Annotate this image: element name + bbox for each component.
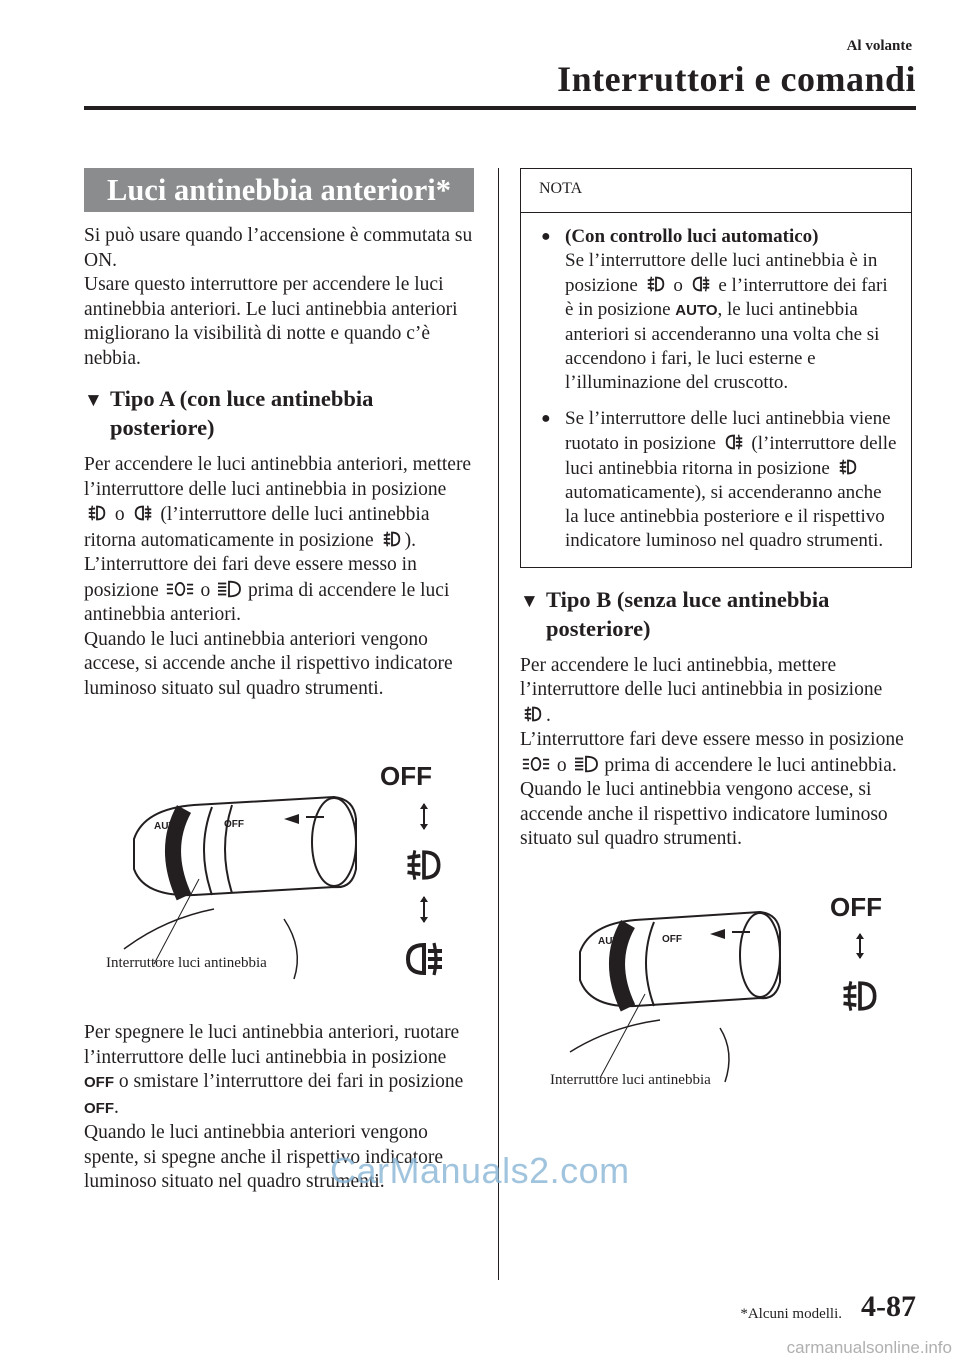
intro-paragraph <box>84 224 474 371</box>
figure-caption: Interruttore luci antinebbia <box>550 1071 711 1088</box>
front-fog-icon <box>408 850 439 879</box>
bullet-icon: ● <box>541 227 551 245</box>
note-item <box>533 225 897 395</box>
tipo-a-paragraph-2 <box>84 553 474 628</box>
right-column <box>520 168 912 1102</box>
footer-note: *Alcuni modelli. <box>740 1306 842 1322</box>
tipo-a-text: o <box>200 579 211 601</box>
note-item <box>533 407 897 553</box>
tipo-a-paragraph-1 <box>84 453 474 553</box>
intro-text-2: Usare questo interruttore per accendere le luci antinebbia anteriori. Le luci antinebbia anteriori migliorano la visibilità di notte e quando c’è nebbia. <box>84 274 458 369</box>
tipo-a-text: (l’interruttore delle luci antinebbia ritorna automaticamente in posizione <box>84 504 430 551</box>
front-fog-icon <box>522 703 544 725</box>
parking-light-icon <box>522 753 550 775</box>
header-section: Al volante <box>846 38 912 54</box>
tipo-a-text: Per accendere le luci antinebbia anteriori, mettere l’interruttore delle luci antinebbia in posizione <box>84 454 472 500</box>
off-text: . <box>114 1096 119 1118</box>
header-rule <box>84 106 916 110</box>
headlight-icon <box>217 578 241 600</box>
off-tag: OFF <box>84 1099 114 1117</box>
tipo-b-text: o <box>556 754 567 776</box>
rear-fog-icon <box>408 943 442 975</box>
bullet-icon: ● <box>541 409 551 427</box>
figure-off-label: OFF <box>380 761 432 791</box>
switch-auto-label: AUTO <box>154 821 183 832</box>
note-body <box>521 213 911 567</box>
tipo-b-paragraph-1 <box>520 654 912 729</box>
tipo-a-heading <box>84 385 474 441</box>
off-paragraph <box>84 1021 474 1121</box>
note-text: o <box>673 274 683 296</box>
auto-tag: AUTO <box>675 301 718 319</box>
note-box <box>520 168 912 568</box>
rear-fog-icon <box>723 431 745 453</box>
column-divider <box>498 168 499 1280</box>
figure-caption: Interruttore luci antinebbia <box>106 955 267 971</box>
tipo-a-text: prima di accendere le luci antinebbia anteriori. <box>84 579 450 625</box>
front-fog-icon <box>837 456 859 478</box>
page-title: Interruttori e comandi <box>557 59 916 99</box>
switch-off-label: OFF <box>662 933 682 945</box>
tipo-a-text: L’interruttore dei fari deve essere messo in posizione <box>84 554 417 601</box>
tipo-b-heading-text: Tipo B (senza luce antinebbia posteriore) <box>546 586 830 641</box>
off-tag: OFF <box>84 1074 114 1091</box>
front-fog-icon <box>645 273 667 295</box>
watermark-logo: CarManuals2.com <box>330 1150 630 1191</box>
tipo-a-heading-text: Tipo A (con luce antinebbia posteriore) <box>110 386 374 440</box>
intro-text-1: Si può usare quando l’accensione è commutata su ON. <box>84 225 473 271</box>
page-number: 4-87 <box>861 1290 916 1323</box>
off-paragraph-2: Quando le luci antinebbia anteriori vengono spente, si spegne anche il rispettivo indicatore luminoso situato nel quadro strumenti. <box>84 1122 444 1192</box>
tipo-a-paragraph-3: Quando le luci antinebbia anteriori vengono accese, si accende anche il rispettivo indicatore luminoso situato sul quadro strumenti. <box>84 628 453 699</box>
note-text: , le luci antinebbia anteriori si accenderanno una volta che si accendono i fari, le luci esterne e l’illuminazione del cruscotto. <box>565 298 880 393</box>
note-text: (l’interruttore delle luci antinebbia ritorna in posizione <box>565 432 897 479</box>
tipo-b-text: L’interruttore fari deve essere messo in posizione <box>520 729 904 750</box>
section-banner: Luci antinebbia anteriori* <box>84 168 474 212</box>
tipo-b-text: prima di accendere le luci antinebbia. <box>604 754 897 776</box>
note-text: automaticamente), si accenderanno anche la luce antinebbia posteriore e il rispettivo indicatore luminoso nel quadro strumenti. <box>565 481 885 551</box>
left-column <box>84 168 474 1195</box>
triangle-icon: ▼ <box>520 590 539 612</box>
switch-auto-label: AUTO <box>598 935 627 947</box>
watermark-url: carmanualsonline.info <box>786 1338 952 1357</box>
switch-off-label: OFF <box>224 819 244 830</box>
off-text: o smistare l’interruttore dei fari in posizione <box>118 1071 464 1092</box>
front-fog-icon <box>86 502 108 524</box>
tipo-a-text: ). <box>404 529 416 551</box>
tipo-b-text: . <box>546 704 551 726</box>
rear-fog-icon <box>690 273 712 295</box>
front-fog-icon <box>844 981 875 1010</box>
off-text: Per spegnere le luci antinebbia anteriori, ruotare l’interruttore delle luci antinebbia in posizione <box>84 1022 460 1068</box>
tipo-b-heading <box>520 586 912 642</box>
headlight-icon <box>574 753 598 775</box>
tipo-a-text: o <box>114 504 125 525</box>
note-text: Se l’interruttore delle luci antinebbia viene ruotato in posizione <box>565 407 891 454</box>
tipo-b-paragraph-3: Quando le luci antinebbia vengono accese, si accende anche il rispettivo indicatore luminoso situato sul quadro strumenti. <box>520 779 888 849</box>
parking-light-icon <box>166 578 194 600</box>
note-text: e l’interruttore dei fari è in posizione <box>565 274 888 320</box>
triangle-icon: ▼ <box>84 390 103 411</box>
switch-figure-b <box>520 882 912 1102</box>
note-text: Se l’interruttore delle luci antinebbia è in posizione <box>565 249 878 296</box>
rear-fog-icon <box>132 502 154 524</box>
figure-off-label: OFF <box>830 891 882 922</box>
switch-figure-a <box>84 719 474 999</box>
tipo-b-text: Per accendere le luci antinebbia, mettere l’interruttore delle luci antinebbia in posizione <box>520 654 883 700</box>
note-item-heading: (Con controllo luci automatico) <box>565 225 819 247</box>
front-fog-icon <box>381 528 403 550</box>
tipo-b-paragraph-2 <box>520 728 912 778</box>
note-title: NOTA <box>521 169 911 213</box>
